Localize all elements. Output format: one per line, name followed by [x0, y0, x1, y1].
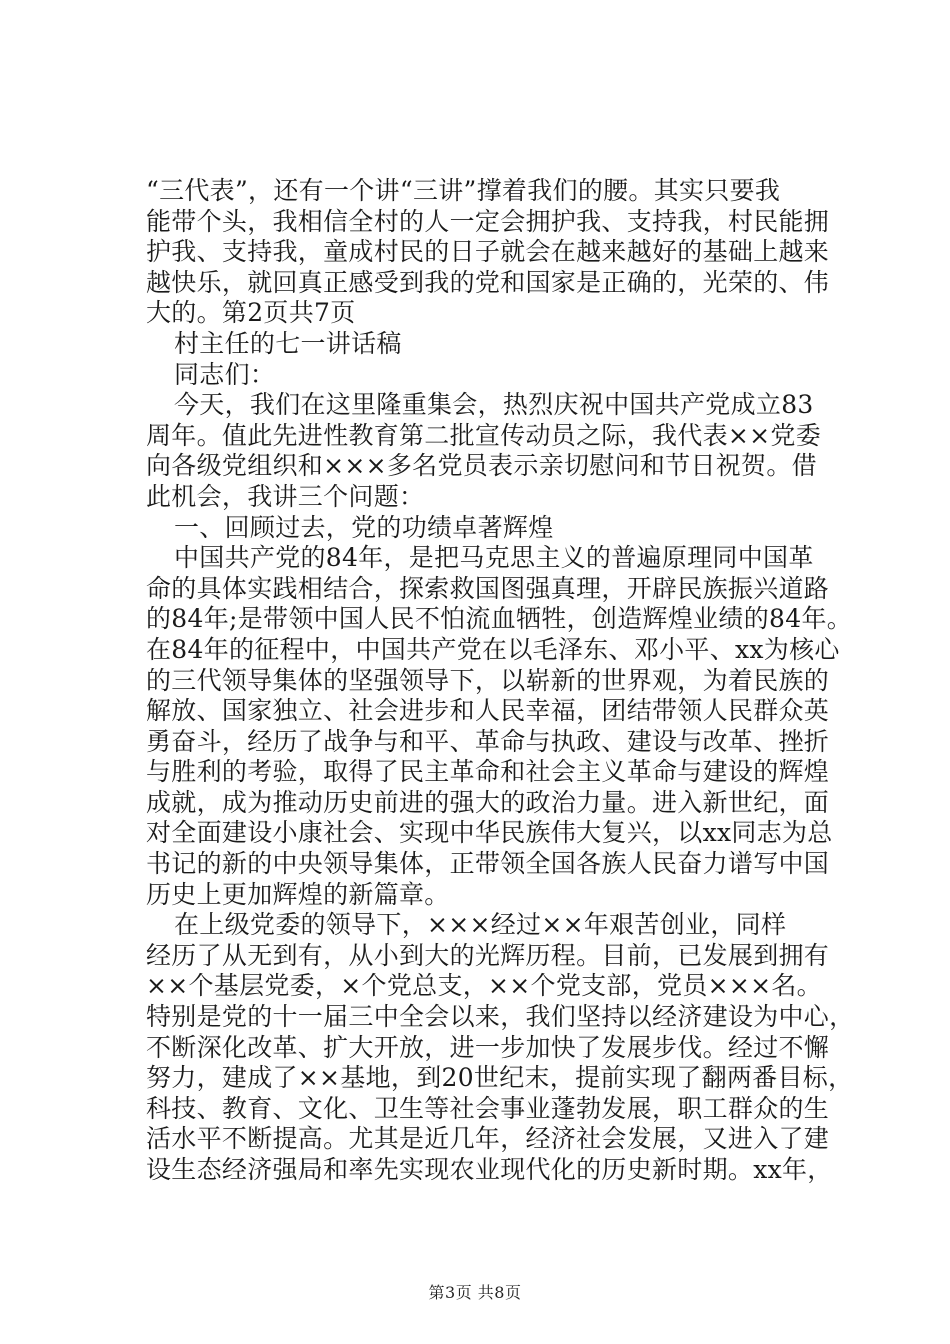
text-line: 周年。值此先进性教育第二批宣传动员之际，我代表××党委 — [146, 420, 821, 450]
text-line: 经历了从无到有，从小到大的光辉历程。目前，已发展到拥有 — [146, 940, 830, 970]
salutation: 同志们： — [174, 359, 276, 389]
document-body — [146, 176, 855, 1186]
text-line: 在84年的征程中，中国共产党在以毛泽东、邓小平、xx为核心 — [146, 634, 840, 664]
text-line: 越快乐，就回真正感受到我的党和国家是正确的，光荣的、伟 — [146, 267, 830, 297]
text-line: 与胜利的考验，取得了民主革命和社会主义革命与建设的辉煌 — [146, 757, 830, 787]
text-line: 的84年;是带领中国人民不怕流血牺牲，创造辉煌业绩的84年。 — [146, 604, 853, 634]
text-line: 此机会，我讲三个问题： — [146, 481, 425, 511]
text-line: 大的。第2页共7页 — [146, 298, 356, 328]
text-line: 历史上更加辉煌的新篇章。 — [146, 879, 450, 909]
text-line: 活水平不断提高。尤其是近几年，经济社会发展，又进入了建 — [146, 1124, 830, 1154]
text-line: 命的具体实践相结合，探索救国图强真理，开辟民族振兴道路 — [146, 573, 830, 603]
page-number-label: 第3页 共8页 — [428, 1283, 522, 1302]
text-line: 的三代领导集体的坚强领导下，以崭新的世界观，为着民族的 — [146, 665, 830, 695]
page-footer — [0, 1280, 950, 1303]
text-line: ××个基层党委，×个党总支，××个党支部，党员×××名。 — [146, 971, 822, 1001]
text-line: 解放、国家独立、社会进步和人民幸福，团结带领人民群众英 — [146, 696, 830, 726]
paragraph-start: 今天，我们在这里隆重集会，热烈庆祝中国共产党成立83 — [174, 390, 814, 420]
text-line: 特别是党的十一届三中全会以来，我们坚持以经济建设为中心， — [146, 1002, 855, 1032]
text-line: 对全面建设小康社会、实现中华民族伟大复兴，以xx同志为总 — [146, 818, 833, 848]
paragraph-start: 在上级党委的领导下，×××经过××年艰苦创业，同样 — [174, 910, 787, 940]
text-line: 努力，建成了××基地，到20世纪末，提前实现了翻两番目标， — [146, 1063, 854, 1093]
text-line: 设生态经济强局和率先实现农业现代化的历史新时期。xx年， — [146, 1155, 833, 1184]
paragraph-start: 中国共产党的84年，是把马克思主义的普遍原理同中国革 — [174, 543, 814, 573]
text-line: 书记的新的中央领导集体，正带领全国各族人民奋力谱写中国 — [146, 849, 830, 879]
text-line: 向各级党组织和×××多名党员表示亲切慰问和节日祝贺。借 — [146, 451, 817, 481]
text-line: 成就，成为推动历史前进的强大的政治力量。进入新世纪，面 — [146, 787, 830, 817]
text-line: 护我、支持我，童成村民的日子就会在越来越好的基础上越来 — [146, 237, 830, 267]
text-line: 科技、教育、文化、卫生等社会事业蓬勃发展，职工群众的生 — [146, 1093, 830, 1123]
heading-one: 一、回顾过去，党的功绩卓著辉煌 — [174, 512, 554, 542]
text-line: 能带个头，我相信全村的人一定会拥护我、支持我，村民能拥 — [146, 206, 830, 236]
text-line: “三代表”，还有一个讲“三讲”撑着我们的腰。其实只要我 — [146, 176, 781, 205]
section-title: 村主任的七一讲话稿 — [174, 328, 402, 358]
text-line: 不断深化改革、扩大开放，进一步加快了发展步伐。经过不懈 — [146, 1032, 830, 1062]
text-line: 勇奋斗，经历了战争与和平、革命与执政、建设与改革、挫折 — [146, 726, 830, 756]
